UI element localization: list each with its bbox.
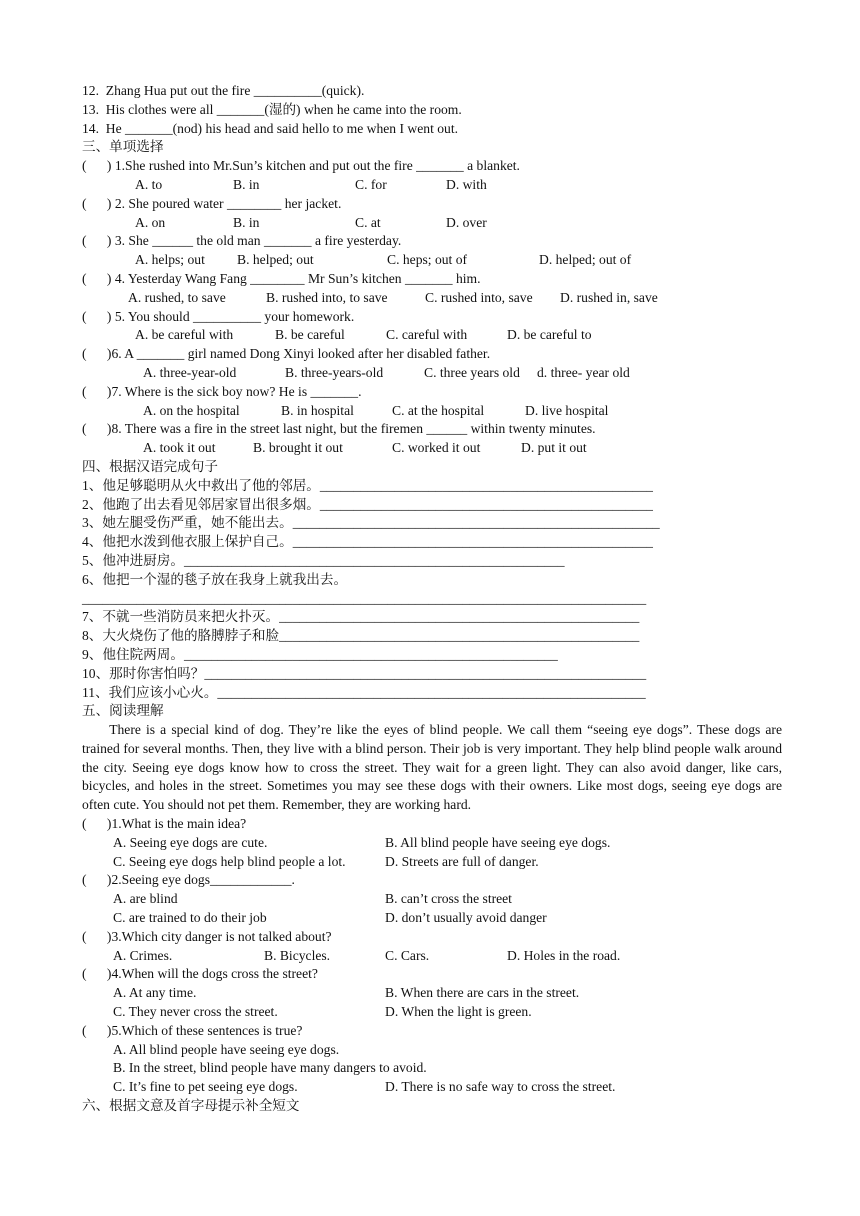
option-b: B. Bicycles. (264, 947, 331, 963)
worksheet-page (82, 82, 782, 1116)
option-d: D. live hospital (525, 402, 609, 418)
option-b: B. In the street, blind people have many dangers to avoid. (113, 1060, 427, 1076)
mc-question-5: ( ) 5. You should __________ your homework. (82, 308, 355, 324)
mc-question-3: ( ) 3. She ______ the old man _______ a fire yesterday. (82, 233, 402, 249)
translation-item-8: 8、大火烧伤了他的胳膊脖子和脸_____________________________________________________ (82, 628, 640, 644)
translation-item-6-blank: ___________________________________________________________________________________ (82, 590, 647, 606)
translation-item-11: 11、我们应该小心火。_______________________________________________________________ (82, 684, 646, 700)
option-b: B. brought it out (253, 440, 343, 456)
fill-item-13: 13. His clothes were all _______(湿的) when he came into the room. (82, 101, 462, 117)
option-c: C. It’s fine to pet seeing eye dogs. (113, 1079, 298, 1095)
option-c: C. at (355, 214, 381, 230)
option-c: C. rushed into, save (425, 289, 533, 305)
option-a: A. on (135, 214, 166, 230)
option-b: B. helped; out (237, 252, 314, 268)
option-c: C. for (355, 176, 387, 192)
reading-question-1: ( )1.What is the main idea? (82, 816, 247, 832)
section6-title: 六、根据文意及首字母提示补全短文 (82, 1098, 300, 1114)
reading-question-2: ( )2.Seeing eye dogs____________. (82, 872, 295, 888)
reading-question-3: ( )3.Which city danger is not talked about? (82, 928, 332, 944)
reading-options-3 (82, 947, 782, 966)
reading-options-5cd (82, 1078, 782, 1097)
translation-item-3: 3、她左腿受伤严重，她不能出去。______________________________________________________ (82, 515, 660, 531)
reading-options-2ab (82, 890, 782, 909)
mc-question-4: ( ) 4. Yesterday Wang Fang ________ Mr Sun’s kitchen _______ him. (82, 270, 481, 286)
fill-item-14: 14. He _______(nod) his head and said hello to me when I went out. (82, 120, 459, 136)
mc-options-4 (82, 289, 782, 308)
mc-options-1 (82, 176, 782, 195)
option-d: D. helped; out of (539, 252, 632, 268)
reading-options-1cd (82, 853, 782, 872)
mc-options-5 (82, 326, 782, 345)
section4-title: 四、根据汉语完成句子 (82, 458, 218, 474)
mc-question-8: ( )8. There was a fire in the street last night, but the firemen ______ within twenty minutes. (82, 421, 596, 437)
option-a: A. helps; out (135, 252, 205, 268)
option-c: C. are trained to do their job (113, 910, 267, 926)
fill-item-12: 12. Zhang Hua put out the fire __________(quick). (82, 83, 365, 98)
option-a: A. to (135, 176, 163, 192)
option-c: C. They never cross the street. (113, 1004, 278, 1020)
option-d: D. don’t usually avoid danger (385, 910, 547, 926)
option-b: B. When there are cars in the street. (385, 985, 580, 1001)
mc-question-7: ( )7. Where is the sick boy now? He is _______. (82, 383, 362, 399)
mc-options-3 (82, 251, 782, 270)
option-b: B. in hospital (281, 402, 354, 418)
option-c: C. Cars. (385, 947, 430, 963)
translation-item-2: 2、他跑了出去看见邻居家冒出很多烟。_________________________________________________ (82, 496, 653, 512)
option-a: A. Seeing eye dogs are cute. (113, 834, 268, 850)
translation-item-5: 5、他冲进厨房。________________________________________________________ (82, 552, 565, 568)
option-a: A. be careful with (135, 327, 234, 343)
option-c: C. careful with (386, 327, 468, 343)
option-c: C. heps; out of (387, 252, 468, 268)
reading-passage: There is a special kind of dog. They’re like the eyes of blind people. We call them “seeing eye dogs”. These dogs are trained for several months. Then, they live with a blind person. Their job is very important. They help blind people walk around the city. Seeing eye dogs know how to cross the street. They wait for a green light. They can also avoid danger, like cars, bicycles, and holes in the street. Sometimes you may see these dogs with their owners. Like most dogs, seeing eye dogs are often cute. You should not pet them. Remember, they are working hard. (82, 722, 782, 813)
option-b: B. in (233, 176, 260, 192)
translation-item-4: 4、他把水泼到他衣服上保护自己。_____________________________________________________ (82, 534, 653, 550)
option-a: A. on the hospital (143, 402, 240, 418)
translation-item-6: 6、他把一个湿的毯子放在我身上就我出去。 (82, 571, 348, 587)
reading-options-1ab (82, 834, 782, 853)
option-d: d. three- year old (537, 364, 630, 380)
option-a: A. took it out (143, 440, 216, 456)
option-d: D. with (446, 176, 487, 192)
option-d: D. rushed in, save (560, 289, 658, 305)
option-d: D. When the light is green. (385, 1004, 532, 1020)
option-d: D. be careful to (507, 327, 592, 343)
section3-title: 三、单项选择 (82, 139, 164, 155)
mc-question-2: ( ) 2. She poured water ________ her jacket. (82, 195, 342, 211)
reading-options-4cd (82, 1003, 782, 1022)
reading-options-2cd (82, 909, 782, 928)
option-d: D. over (446, 214, 487, 230)
mc-options-2 (82, 214, 782, 233)
mc-options-6 (82, 364, 782, 383)
option-b: B. can’t cross the street (385, 891, 512, 907)
translation-item-9: 9、他住院两周。_______________________________________________________ (82, 646, 558, 662)
option-b: B. All blind people have seeing eye dogs. (385, 834, 611, 850)
option-b: B. be careful (275, 327, 345, 343)
option-a: A. three-year-old (143, 364, 237, 380)
option-d: D. There is no safe way to cross the street. (385, 1079, 616, 1095)
reading-options-4ab (82, 984, 782, 1003)
option-b: B. rushed into, to save (266, 289, 388, 305)
option-a: A. are blind (113, 891, 178, 907)
option-a: A. All blind people have seeing eye dogs. (113, 1041, 340, 1057)
option-a: A. Crimes. (113, 947, 173, 963)
option-a: A. At any time. (113, 985, 197, 1001)
reading-question-5: ( )5.Which of these sentences is true? (82, 1022, 303, 1038)
option-c: C. three years old (424, 364, 520, 380)
option-b: B. in (233, 214, 260, 230)
section5-title: 五、阅读理解 (82, 703, 164, 719)
option-a: A. rushed, to save (128, 289, 226, 305)
option-c: C. worked it out (392, 440, 481, 456)
option-b: B. three-years-old (285, 364, 384, 380)
mc-question-1: ( ) 1.She rushed into Mr.Sun’s kitchen and put out the fire _______ a blanket. (82, 158, 520, 174)
option-d: D. Holes in the road. (507, 947, 621, 963)
translation-item-10: 10、那时你害怕吗？_________________________________________________________________ (82, 665, 647, 681)
option-c: C. at the hospital (392, 402, 485, 418)
translation-item-1: 1、他足够聪明从火中救出了他的邻居。_________________________________________________ (82, 477, 653, 493)
option-d: D. Streets are full of danger. (385, 853, 539, 869)
mc-question-6: ( )6. A _______ girl named Dong Xinyi looked after her disabled father. (82, 346, 491, 362)
reading-question-4: ( )4.When will the dogs cross the street? (82, 966, 318, 982)
translation-item-7: 7、不就一些消防员来把火扑灭。_____________________________________________________ (82, 609, 640, 625)
mc-options-7 (82, 402, 782, 421)
mc-options-8 (82, 439, 782, 458)
option-d: D. put it out (521, 440, 587, 456)
option-c: C. Seeing eye dogs help blind people a lot. (113, 853, 346, 869)
